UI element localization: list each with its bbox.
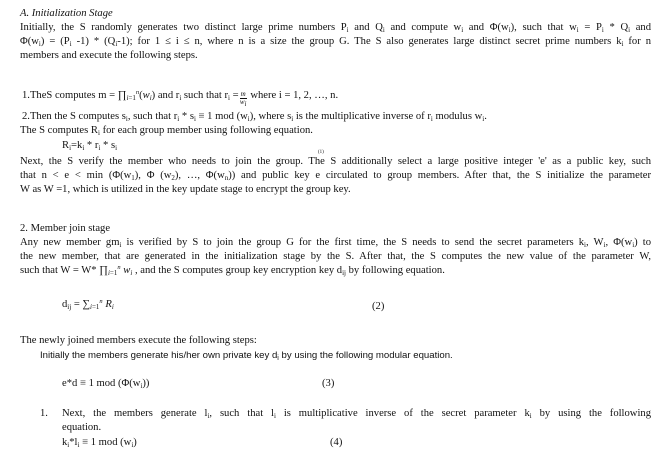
equation-3-number: (3) bbox=[322, 378, 335, 389]
step-3: The S computes $R_i$ for each group member using following equation. bbox=[20, 125, 313, 137]
equation-1-number: (1) bbox=[318, 150, 324, 155]
step-1: 1.TheS computes $m = \prod_{i=1}^n(w_i)$ and $r_i$ such that $r_i$ = $\frac{m}{w_i}$ where i = 1, 2, …, n. bbox=[22, 89, 339, 108]
equation-1: $R_i=k_i * r_i * s_i$ bbox=[62, 140, 118, 152]
step-2: 2.Then the S computes $s_i$, such that $r_i * s_i \equiv 1$ mod $(w_i)$, where $s_i$ is the multiplicative inverse of $r_i$ modulus $w_i$. bbox=[22, 111, 487, 123]
equation-2: $d_{ij} = \sum_{i=1}^n$ $R_i$ bbox=[62, 298, 114, 311]
list-marker-1: 1. bbox=[40, 408, 48, 419]
para-join-line-3: such that W = W* $\prod_{i=1}^n$ $w_i$ , and the S computes group key encryption key $d_{ij}$ by following equation. bbox=[20, 264, 445, 277]
para-next-line-2: that $n < e < \min (\Phi(w_1)$, Φ $(w_2)$, …, $\Phi(w_n)$) and public key e circulated to group members. After that, the S initialize the parameter bbox=[20, 170, 652, 182]
para-init-line-1: Initially, the S randomly generates two distinct large prime numbers $P_i$ and $Q_i$ and compute $w_i$ and $\Phi(w_i)$, such that $w_i = P_i * Q_i$ and bbox=[20, 22, 652, 34]
para-next-line-1: Next, the S verify the member who needs to join the group. The S additionally select a large positive integer 'e' as a public key, such bbox=[20, 156, 651, 167]
para-init-line-2: $\Phi(w_i) = (P_i$ $-1) * (Q_i-1)$; for 1 ≤ i ≤ n, where n is a size the group G. The S also generates large distinct secret prime numbers $k_i$ for n bbox=[20, 36, 652, 48]
equation-4-number: (4) bbox=[330, 437, 343, 448]
equation-3: e*d ≡ 1 mod $(\Phi(w_i))$ bbox=[62, 378, 150, 390]
section-2-title: 2. Member join stage bbox=[20, 223, 111, 234]
list-item-1-line-2: equation. bbox=[62, 422, 102, 433]
equation-2-number: (2) bbox=[372, 301, 385, 312]
section-a-title: A. Initialization Stage bbox=[20, 8, 113, 19]
para-join-line-1: Any new member $gm_i$ is verified by S to join the group G for the first time, the S needs to send the secret parameters $k_i$, $W_i$, $\Phi(w_i)$ to bbox=[20, 237, 652, 249]
para-join-line-2: the new member, that are generated in the initialization stage by the S. After that, the S computes the new value of the parameter W, bbox=[20, 251, 651, 262]
initially-line: Initially the members generate his/her own private key $d_i$ by using the following modular equation. bbox=[40, 350, 453, 362]
para-init-line-3: members and execute the following steps. bbox=[20, 50, 198, 61]
para-next-line-3: W as W =1, which is utilized in the key update stage to encrypt the group key. bbox=[20, 184, 351, 195]
list-item-1-line-1: Next, the members generate $l_i$, such that $l_i$ is multiplicative inverse of the secret parameter $k_i$ by using the following bbox=[62, 408, 651, 420]
newly-joined-intro: The newly joined members execute the following steps: bbox=[20, 335, 257, 346]
equation-4: $k_i*l_i \equiv 1$ mod $(w_i)$ bbox=[62, 437, 137, 449]
